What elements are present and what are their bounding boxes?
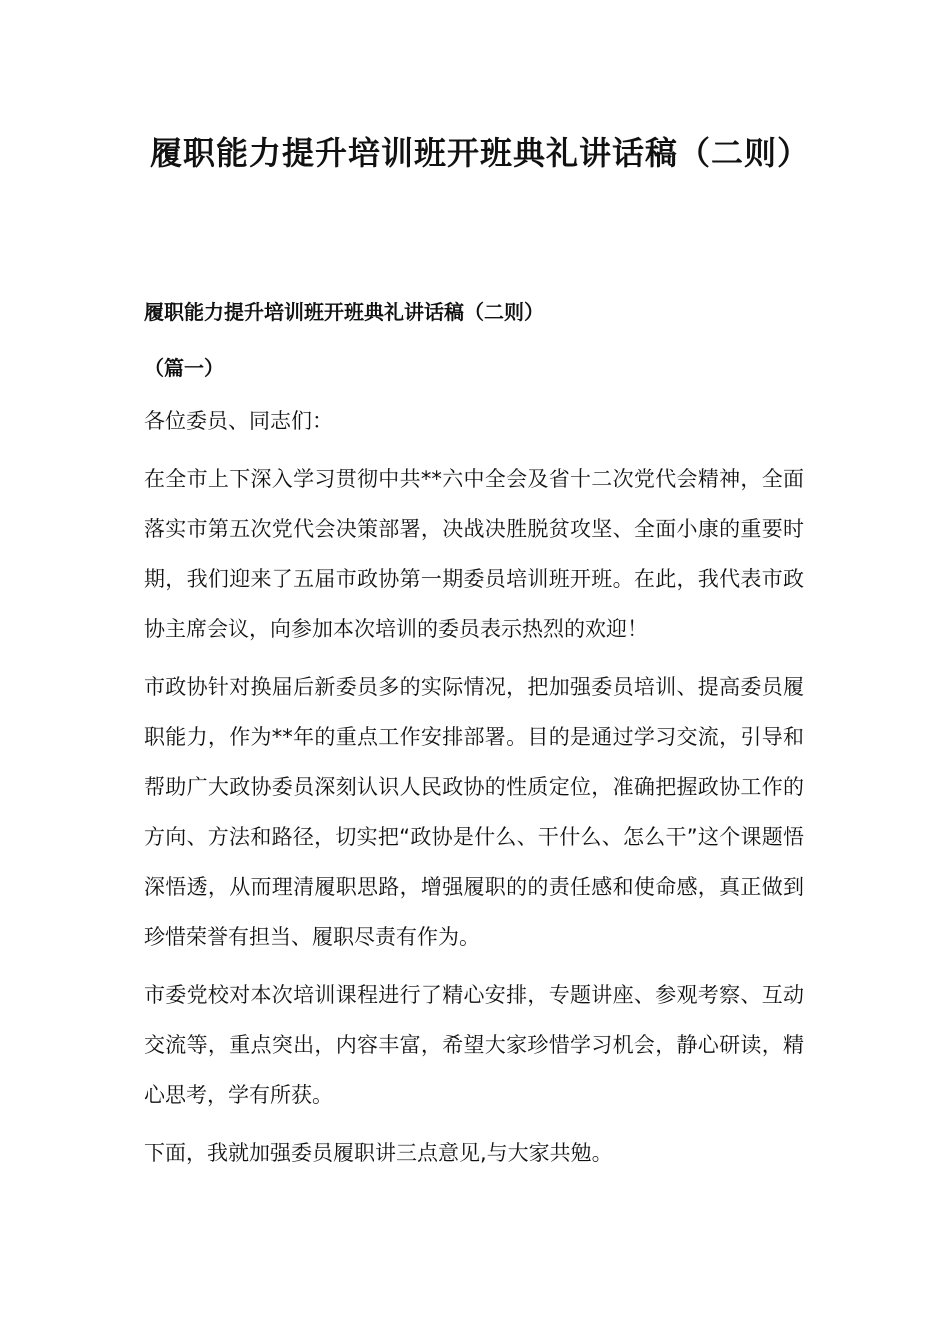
paragraph-4: 下面，我就加强委员履职讲三点意见,与大家共勉。: [144, 1141, 613, 1165]
paragraph-2: 市政协针对换届后新委员多的实际情况，把加强委员培训、提高委员履职能力，作为**年的重点工作安排部署。目的是通过学习交流，引导和帮助广大政协委员深刻认识人民政协的性质定位，准确把握政协工作的方向、方法和路径，切实把“政协是什么、干什么、怎么干”这个课题悟深悟透，从而理清履职思路，增强履职的的责任感和使命感，真正做到珍惜荣誉有担当、履职尽责有作为。: [144, 675, 804, 949]
paragraph-1: 在全市上下深入学习贯彻中共**六中全会及省十二次党代会精神，全面落实市第五次党代会决策部署，决战决胜脱贫攻坚、全面小康的重要时期，我们迎来了五届市政协第一期委员培训班开班。在此，我代表市政协主席会议，向参加本次培训的委员表示热烈的欢迎！: [144, 467, 804, 641]
document-title: 履职能力提升培训班开班典礼讲话稿（二则）: [150, 134, 811, 172]
document-body: [144, 290, 804, 1178]
document-subtitle: 履职能力提升培训班开班典礼讲话稿（二则）: [144, 300, 544, 324]
salutation: 各位委员、同志们：: [144, 409, 333, 433]
paragraph-3: 市委党校对本次培训课程进行了精心安排，专题讲座、参观考察、互动交流等，重点突出，内容丰富，希望大家珍惜学习机会，静心研读，精心思考，学有所获。: [144, 983, 804, 1107]
section-label: （篇一）: [144, 356, 224, 380]
